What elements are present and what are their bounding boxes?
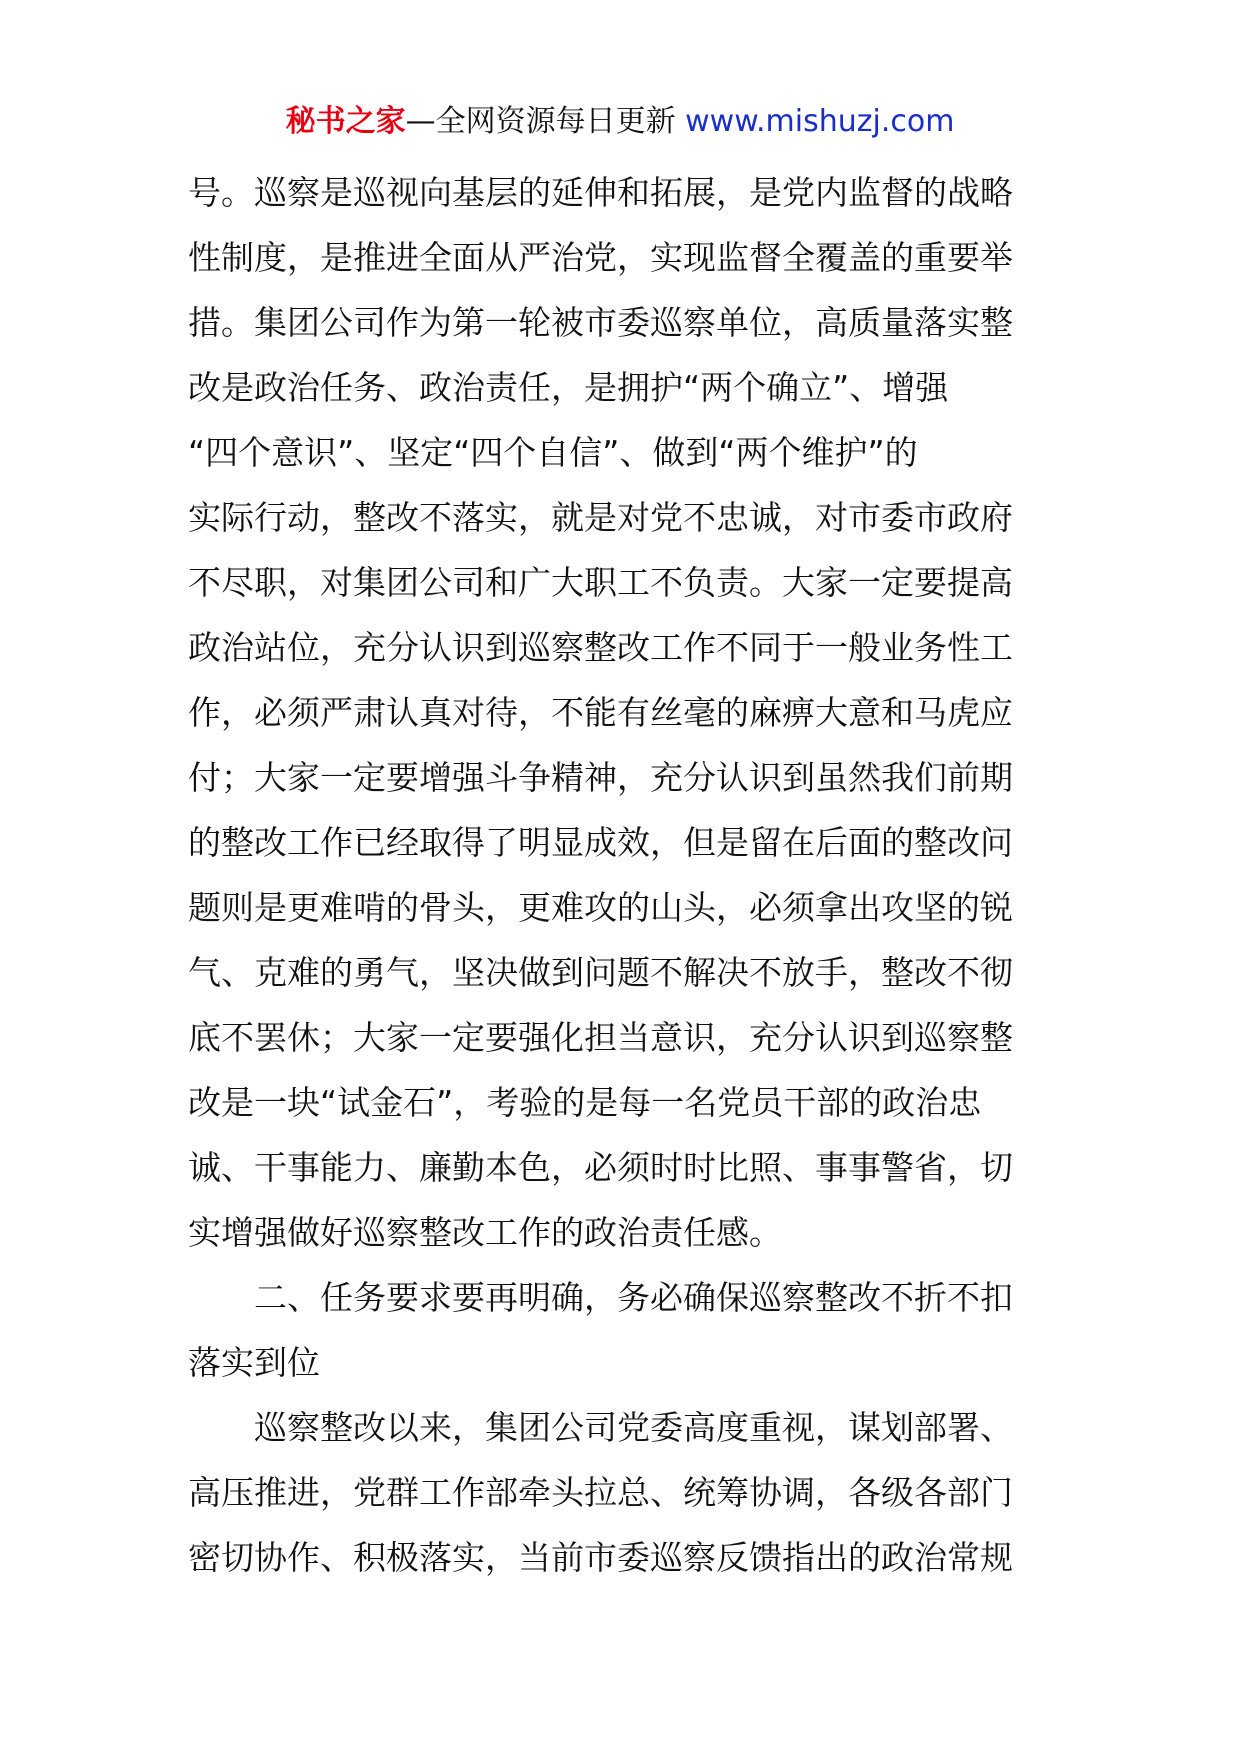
text-line: 的整改工作已经取得了明显成效，但是留在后面的整改问 (188, 823, 1013, 862)
text-line: 诚、干事能力、廉勤本色，必须时时比照、事事警省，切 (188, 1148, 1013, 1187)
text-line: 政治站位，充分认识到巡察整改工作不同于一般业务性工 (188, 628, 1013, 667)
header-tagline: —全网资源每日更新 (405, 104, 676, 139)
text-line: 性制度，是推进全面从严治党，实现监督全覆盖的重要举 (188, 238, 1013, 277)
text-line: “四个意识”、坚定“四个自信”、做到“两个维护”的 (188, 433, 918, 472)
section-heading-continued: 落实到位 (188, 1343, 320, 1382)
text-line: 密切协作、积极落实，当前市委巡察反馈指出的政治常规 (188, 1538, 1013, 1577)
text-line: 付；大家一定要增强斗争精神，充分认识到虽然我们前期 (188, 758, 1013, 797)
text-line: 改是政治任务、政治责任，是拥护“两个确立”、增强 (188, 368, 949, 407)
text-line: 措。集团公司作为第一轮被市委巡察单位，高质量落实整 (188, 303, 1013, 342)
document-body (188, 160, 1054, 1590)
text-line: 高压推进，党群工作部牵头拉总、统筹协调，各级各部门 (188, 1473, 1013, 1512)
text-line: 题则是更难啃的骨头，更难攻的山头，必须拿出攻坚的锐 (188, 888, 1013, 927)
section-heading: 二、任务要求要再明确，务必确保巡察整改不折不扣 (254, 1278, 1013, 1317)
brand-name: 秘书之家 (285, 104, 406, 139)
text-line: 巡察整改以来，集团公司党委高度重视，谋划部署、 (254, 1408, 1013, 1447)
header-url-link[interactable]: www.mishuzj.com (685, 104, 955, 139)
page-header (0, 100, 1240, 144)
text-line: 实际行动，整改不落实，就是对党不忠诚，对市委市政府 (188, 498, 1013, 537)
text-line: 不尽职，对集团公司和广大职工不负责。大家一定要提高 (188, 563, 1013, 602)
text-line: 底不罢休；大家一定要强化担当意识，充分认识到巡察整 (188, 1018, 1013, 1057)
text-line: 号。巡察是巡视向基层的延伸和拓展，是党内监督的战略 (188, 173, 1013, 212)
text-line: 气、克难的勇气，坚决做到问题不解决不放手，整改不彻 (188, 953, 1013, 992)
text-line: 作，必须严肃认真对待，不能有丝毫的麻痹大意和马虎应 (188, 693, 1013, 732)
text-line: 改是一块“试金石”，考验的是每一名党员干部的政治忠 (188, 1083, 982, 1122)
text-line: 实增强做好巡察整改工作的政治责任感。 (188, 1213, 782, 1252)
